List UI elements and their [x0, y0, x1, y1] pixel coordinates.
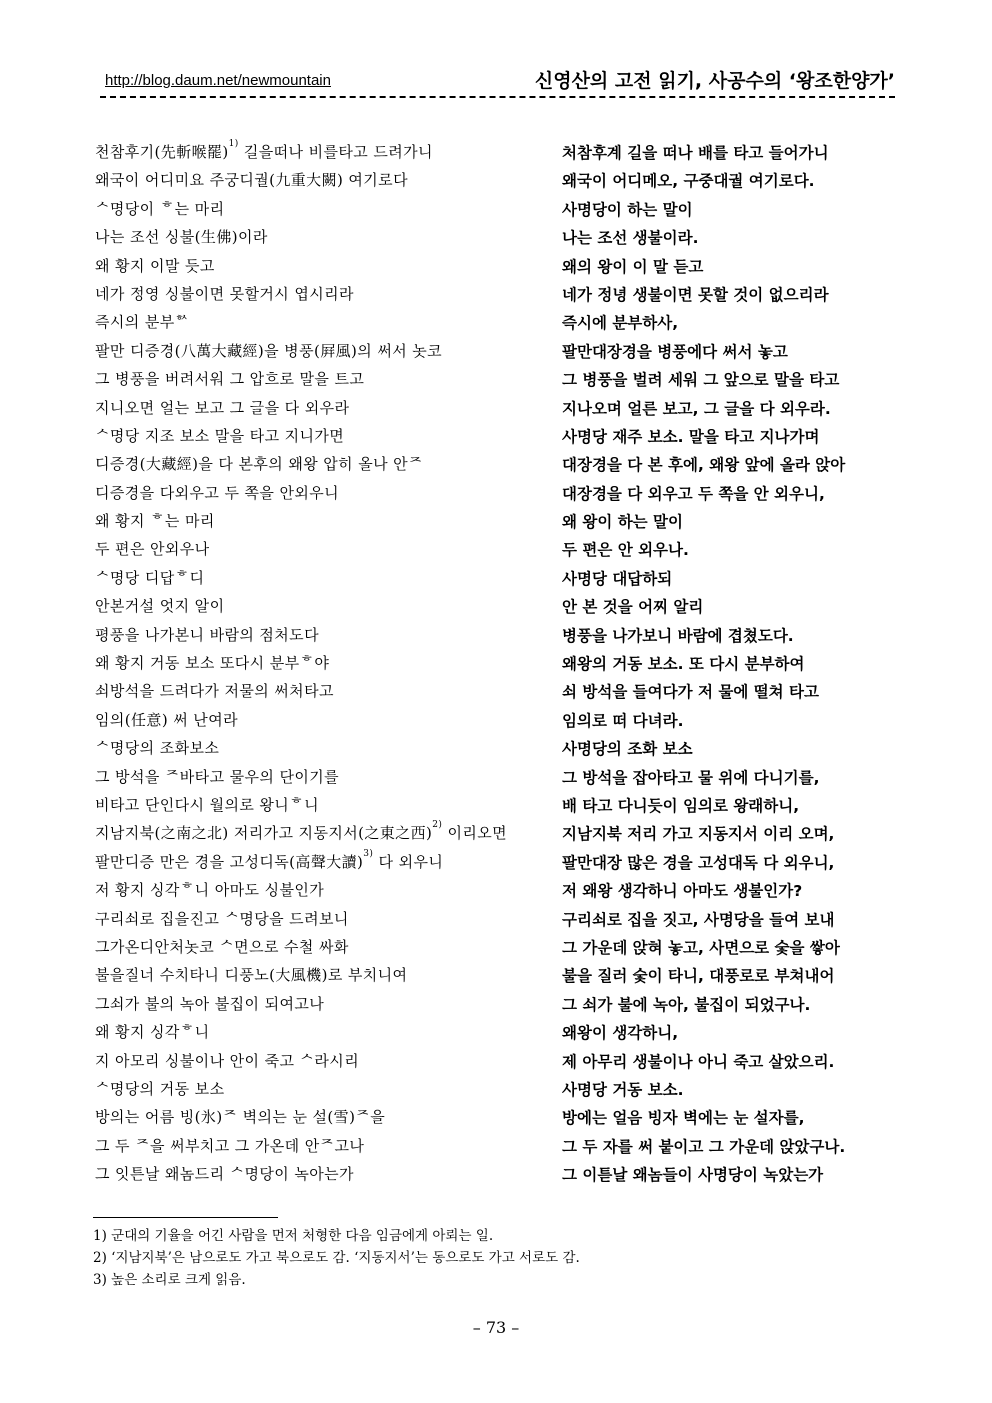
old-korean-text: [95, 510, 215, 531]
old-korean-text: [95, 1050, 359, 1071]
old-korean-text-main: 두 편은 안외우나: [95, 540, 210, 559]
modern-korean-text: 구리쇠로 집을 짓고, 사명당을 들여 보내: [562, 910, 835, 929]
modern-korean-text: 그 병풍을 벌려 세워 그 앞으로 말을 타고: [562, 371, 840, 390]
old-korean-text: [95, 198, 224, 219]
verse-line: [0, 506, 992, 534]
old-korean-text-main: 팔만디증 만은 경을 고성디독(高聲大讀): [95, 852, 364, 871]
verse-line: [0, 762, 992, 790]
old-korean-text: [95, 709, 238, 730]
blog-url-link[interactable]: http://blog.daum.net/newmountain: [105, 72, 331, 89]
verse-line: [0, 1159, 992, 1187]
old-korean-text-main: 그 방석을 ᄌ바타고 물우의 단이기를: [95, 767, 340, 786]
old-korean-text: [95, 482, 339, 503]
modern-korean-text: 왜국이 어디메오, 구중대궐 여기로다.: [562, 172, 815, 191]
old-korean-text-main: 불을질너 수치타니 디풍노(大風機)로 부치니여: [95, 966, 408, 985]
modern-korean-text: 불을 질러 숯이 타니, 대풍로로 부쳐내어: [562, 967, 835, 986]
verse-line: [0, 1102, 992, 1130]
page-header-title: 신영산의 고전 읽기, 사공수의 ‘왕조한양가’: [534, 70, 895, 92]
verse-line: [0, 251, 992, 279]
modern-korean-text: 병풍을 나가보니 바람에 겹쳤도다.: [562, 626, 794, 645]
old-korean-text: [95, 993, 324, 1014]
modern-korean-text: 대장경을 다 외우고 두 쪽을 안 외우니,: [562, 484, 825, 503]
old-korean-text: [95, 936, 349, 957]
modern-korean-text: 쇠 방석을 들여다가 저 물에 떨쳐 타고: [562, 683, 819, 702]
old-korean-text-main: 그 두 ᄌ을 써부치고 그 가온데 안ᄌ고나: [95, 1136, 365, 1155]
verse-line: [0, 364, 992, 392]
old-korean-text-main: 즉시의 분부ᄒᄉ: [95, 313, 190, 332]
modern-korean-text: 사명당이 하는 말이: [562, 200, 693, 219]
verse-line: [0, 790, 992, 818]
verse-line: [0, 875, 992, 903]
old-korean-text-main: 왜국이 어디미요 주궁디궐(九重大闕) 여기로다: [95, 171, 408, 190]
modern-korean-text: 왜 왕이 하는 말이: [562, 513, 684, 532]
old-korean-text: [95, 340, 442, 361]
modern-korean-text: 네가 정녕 생불이면 못할 것이 없으리라: [562, 285, 829, 304]
footnote: 1) 군대의 기율을 어긴 사람을 먼저 처형한 다음 임금에게 아뢰는 일.: [93, 1228, 494, 1244]
old-korean-text-main: 천참후기(先斬喉罷): [95, 143, 229, 161]
old-korean-text-main: ᄉ명당이 ᄒ는 마리: [95, 199, 225, 218]
old-korean-text-main: 저 황지 싱각ᄒ니 아마도 싱불인가: [95, 881, 325, 900]
old-korean-text-main: ᄉ명당의 조화보소: [95, 739, 220, 758]
footnote: 2) ‘지남지북’은 남으로도 가고 북으로도 감. ‘지동지서’는 동으로도 가고 서로도 감.: [93, 1250, 580, 1266]
modern-korean-text: 처참후계 길을 떠나 배를 타고 들어가니: [562, 144, 829, 162]
verse-line: [0, 960, 992, 988]
verse-line: [0, 279, 992, 307]
modern-korean-text: 임의로 떠 다녀라.: [562, 711, 684, 730]
verse-line: [0, 818, 992, 846]
verse-line: [0, 1046, 992, 1074]
old-korean-text-main: 지니오면 얼는 보고 그 글을 다 외우라: [95, 398, 350, 417]
verse-line: [0, 194, 992, 222]
old-korean-text: [95, 169, 408, 190]
old-korean-text: [95, 1106, 385, 1127]
old-korean-text-main: 구리쇠로 집을진고 ᄉ명당을 드려보니: [95, 909, 349, 928]
verse-table: [0, 137, 992, 1187]
old-korean-text-main: 네가 정영 싱불이면 못할거시 엽시리라: [95, 284, 354, 303]
old-korean-text-main: 나는 조선 싱불(生佛)이라: [95, 228, 268, 247]
old-korean-text: [95, 766, 339, 787]
old-korean-text-tail: 이리오면: [442, 824, 508, 843]
old-korean-text-main: 디증경을 다외우고 두 쪽을 안외우니: [95, 483, 340, 502]
old-korean-text-tail: 다 외우니: [373, 852, 444, 871]
modern-korean-text: 즉시에 분부하사,: [562, 314, 679, 333]
modern-korean-text: 그 이튿날 왜놈들이 사명당이 녹았는가: [562, 1166, 824, 1185]
modern-korean-text: 그 쇠가 불에 녹아, 불집이 되었구나.: [562, 995, 811, 1014]
verse-line: [0, 648, 992, 676]
old-korean-text-main: 임의(任意) 써 난여라: [95, 710, 238, 729]
old-korean-text-main: 디증경(大藏經)을 다 본후의 왜왕 압히 올나 안ᄌ: [95, 455, 423, 474]
verse-line: [0, 478, 992, 506]
modern-korean-text: 왜의 왕이 이 말 듣고: [562, 257, 704, 276]
old-korean-text: [95, 567, 204, 588]
verse-line: [0, 1074, 992, 1102]
old-korean-text-main: 팔만 디증경(八萬大藏經)을 병풍(屛風)의 써서 놋코: [95, 341, 443, 360]
old-korean-text-main: 그가온디안처놋코 ᄉ면으로 수철 싸화: [95, 937, 349, 956]
old-korean-text: [95, 453, 423, 474]
old-korean-text: [95, 397, 349, 418]
old-korean-text-main: ᄉ명당 지조 보소 말을 타고 지니가면: [95, 426, 345, 445]
modern-korean-text: 왜왕이 생각하니,: [562, 1024, 679, 1043]
old-korean-text: [95, 425, 344, 446]
verse-line: [0, 620, 992, 648]
verse-line: [0, 705, 992, 733]
old-korean-text-main: 방의는 어름 빙(氷)ᄌ 벽의는 눈 설(雪)ᄌ을: [95, 1108, 386, 1127]
old-korean-text: [95, 1021, 210, 1042]
verse-line: [0, 534, 992, 562]
old-korean-text: [95, 311, 190, 332]
verse-line: [0, 676, 992, 704]
page-number: – 73 –: [472, 1318, 520, 1337]
old-korean-text: [95, 794, 319, 815]
old-korean-text-main: 지 아모리 싱불이나 안이 죽고 ᄉ라시리: [95, 1051, 360, 1070]
old-korean-text: [95, 624, 319, 645]
old-korean-text-main: 왜 황지 이말 듯고: [95, 256, 215, 275]
old-korean-text-main: 왜 황지 ᄒ는 마리: [95, 512, 215, 531]
old-korean-text-tail: 길을떠나 비를타고 드려가니: [238, 143, 433, 161]
old-korean-text: [95, 1078, 224, 1099]
old-korean-text: [95, 1163, 354, 1184]
old-korean-text: [95, 1135, 364, 1156]
old-korean-text: [95, 964, 407, 985]
old-korean-text-main: ᄉ명당 디답ᄒ디: [95, 568, 205, 587]
old-korean-text: [95, 283, 354, 304]
old-korean-text: [95, 538, 210, 559]
footnote-divider: [93, 1217, 278, 1218]
verse-line: [0, 307, 992, 335]
verse-line: [0, 421, 992, 449]
verse-line: [0, 449, 992, 477]
modern-korean-text: 안 본 것을 어찌 알리: [562, 598, 704, 617]
modern-korean-text: 대장경을 다 본 후에, 왜왕 앞에 올라 앉아: [562, 456, 846, 475]
modern-korean-text: 지남지북 저리 가고 지동지서 이리 오며,: [562, 825, 835, 844]
footnote-reference[interactable]: 2): [432, 820, 443, 831]
old-korean-text-main: 왜 황지 싱각ᄒ니: [95, 1023, 210, 1042]
verse-line: [0, 989, 992, 1017]
old-korean-text-main: ᄉ명당의 거동 보소: [95, 1079, 225, 1098]
modern-korean-text: 사명당 거동 보소.: [562, 1080, 684, 1099]
verse-line: [0, 904, 992, 932]
modern-korean-text: 그 가운데 앉혀 놓고, 사면으로 숯을 쌓아: [562, 938, 840, 957]
old-korean-text-main: 그 잇튼날 왜놈드리 ᄉ명당이 녹아는가: [95, 1165, 354, 1184]
old-korean-text: [95, 652, 329, 673]
modern-korean-text: 두 편은 안 외우나.: [562, 541, 689, 560]
verse-line: [0, 932, 992, 960]
old-korean-text: [95, 368, 364, 389]
modern-korean-text: 제 아무리 생불이나 아니 죽고 살았으리.: [562, 1052, 835, 1071]
modern-korean-text: 그 방석을 잡아타고 물 위에 다니기를,: [562, 768, 820, 787]
old-korean-text: [95, 908, 349, 929]
footnotes: [93, 1225, 580, 1291]
modern-korean-text: 저 왜왕 생각하니 아마도 생불인가?: [562, 882, 803, 901]
modern-korean-text: 사명당 대답하되: [562, 569, 673, 588]
old-korean-text-main: 그쇠가 불의 녹아 불집이 되여고나: [95, 994, 325, 1013]
modern-korean-text: 지나오며 얼른 보고, 그 글을 다 외우라.: [562, 399, 831, 418]
verse-line: [0, 336, 992, 364]
modern-korean-text: 팔만대장경을 병풍에다 써서 놓고: [562, 342, 788, 361]
old-korean-text-main: 왜 황지 거동 보소 또다시 분부ᄒ야: [95, 654, 330, 673]
old-korean-text-main: 평풍을 나가본니 바람의 점처도다: [95, 625, 319, 644]
old-korean-text: [95, 141, 433, 162]
old-korean-text-main: 지남지북(之南之北) 저리가고 지동지서(之東之西): [95, 824, 433, 843]
footnote: 3) 높은 소리로 크게 읽음.: [93, 1272, 246, 1288]
modern-korean-text: 방에는 얼음 빙자 벽에는 눈 설자를,: [562, 1109, 805, 1128]
old-korean-text-main: 비타고 단인다시 월의로 왕니ᄒ니: [95, 795, 319, 814]
old-korean-text: [95, 737, 219, 758]
verse-line: [0, 733, 992, 761]
verse-line: [0, 1017, 992, 1045]
verse-line: [0, 137, 992, 165]
footnote-reference[interactable]: 3): [363, 848, 374, 859]
old-korean-text: [95, 595, 224, 616]
old-korean-text: [95, 226, 268, 247]
verse-line: [0, 393, 992, 421]
verse-line: [0, 222, 992, 250]
old-korean-text-main: 안본거설 엇지 알이: [95, 597, 225, 616]
old-korean-text-main: 그 병풍을 버려서워 그 압흐로 말을 트고: [95, 370, 365, 389]
modern-korean-text: 왜왕의 거동 보소. 또 다시 분부하여: [562, 655, 805, 674]
modern-korean-text: 그 두 자를 써 붙이고 그 가운데 앉았구나.: [562, 1137, 846, 1156]
header-dashed-divider: [100, 96, 895, 98]
modern-korean-text: 사명당의 조화 보소: [562, 740, 693, 759]
old-korean-text: [95, 879, 324, 900]
modern-korean-text: 나는 조선 생불이라.: [562, 229, 699, 248]
old-korean-text-main: 쇠방석을 드려다가 저물의 써처타고: [95, 682, 334, 701]
verse-line: [0, 847, 992, 875]
verse-line: [0, 591, 992, 619]
verse-line: [0, 563, 992, 591]
modern-korean-text: 사명당 재주 보소. 말을 타고 지나가며: [562, 427, 820, 446]
verse-line: [0, 165, 992, 193]
footnote-reference[interactable]: 1): [228, 139, 239, 149]
old-korean-text: [95, 680, 334, 701]
old-korean-text: [95, 822, 507, 843]
verse-line: [0, 1131, 992, 1159]
modern-korean-text: 배 타고 다니듯이 임의로 왕래하니,: [562, 796, 800, 815]
old-korean-text: [95, 848, 444, 872]
modern-korean-text: 팔만대장 많은 경을 고성대독 다 외우니,: [562, 853, 835, 872]
old-korean-text: [95, 255, 215, 276]
